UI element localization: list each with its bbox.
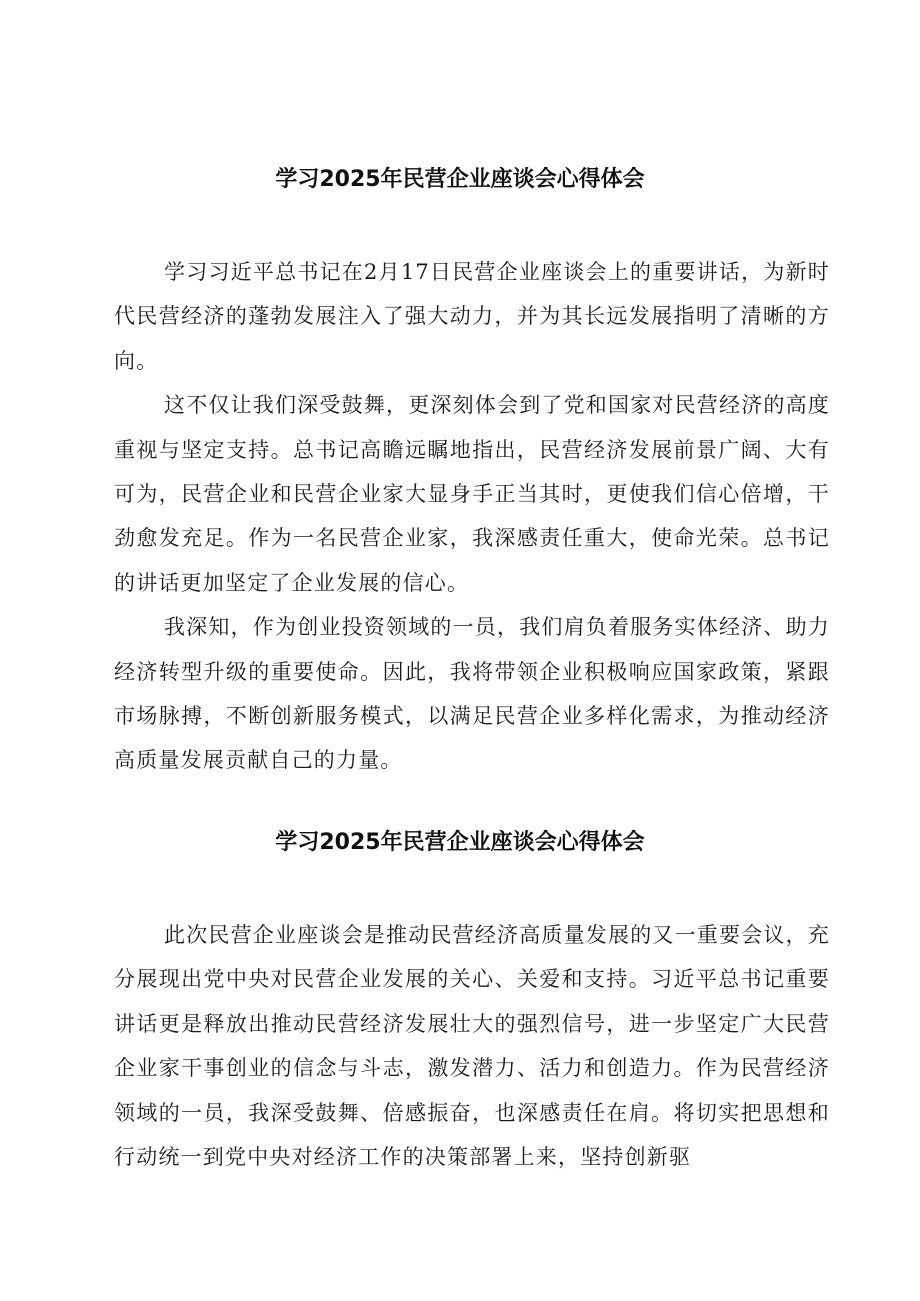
paragraph: 此次民营企业座谈会是推动民营经济高质量发展的又一重要会议，充分展现出党中央对民营企业发展的关心、关爱和支持。习近平总书记重要讲话更是释放出推动民营经济发展壮大的强烈信号，进一步坚定广大民营企业家干事创业的信念与斗志，激发潜力、活力和创造力。作为民营经济领域的一员，我深受鼓舞、倍感振奋，也深感责任在肩。将切实把思想和行动统一到党中央对经济工作的决策部署上来，坚持创新驱 (114, 923, 830, 1170)
section-2 (0, 829, 920, 1179)
paragraph: 我深知，作为创业投资领域的一员，我们肩负着服务实体经济、助力经济转型升级的重要使命。因此，我将带领企业积极响应国家政策，紧跟市场脉搏，不断创新服务模式，以满足民营企业多样化需求，为推动经济高质量发展贡献自己的力量。 (114, 615, 830, 773)
paragraph: 学习习近平总书记在2月17日民营企业座谈会上的重要讲话，为新时代民营经济的蓬勃发展注入了强大动力，并为其长远发展指明了清晰的方向。 (114, 260, 830, 373)
section-title: 学习2025年民营企业座谈会心得体会 (275, 167, 645, 192)
paragraph: 这不仅让我们深受鼓舞，更深刻体会到了党和国家对民营经济的高度重视与坚定支持。总书记高瞻远瞩地指出，民营经济发展前景广阔、大有可为，民营企业和民营企业家大显身手正当其时，更使我们信心倍增，干劲愈发充足。作为一名民营企业家，我深感责任重大，使命光荣。总书记的讲话更加坚定了企业发展的信心。 (114, 393, 830, 595)
section-title: 学习2025年民营企业座谈会心得体会 (275, 830, 645, 855)
section-1 (0, 166, 920, 783)
